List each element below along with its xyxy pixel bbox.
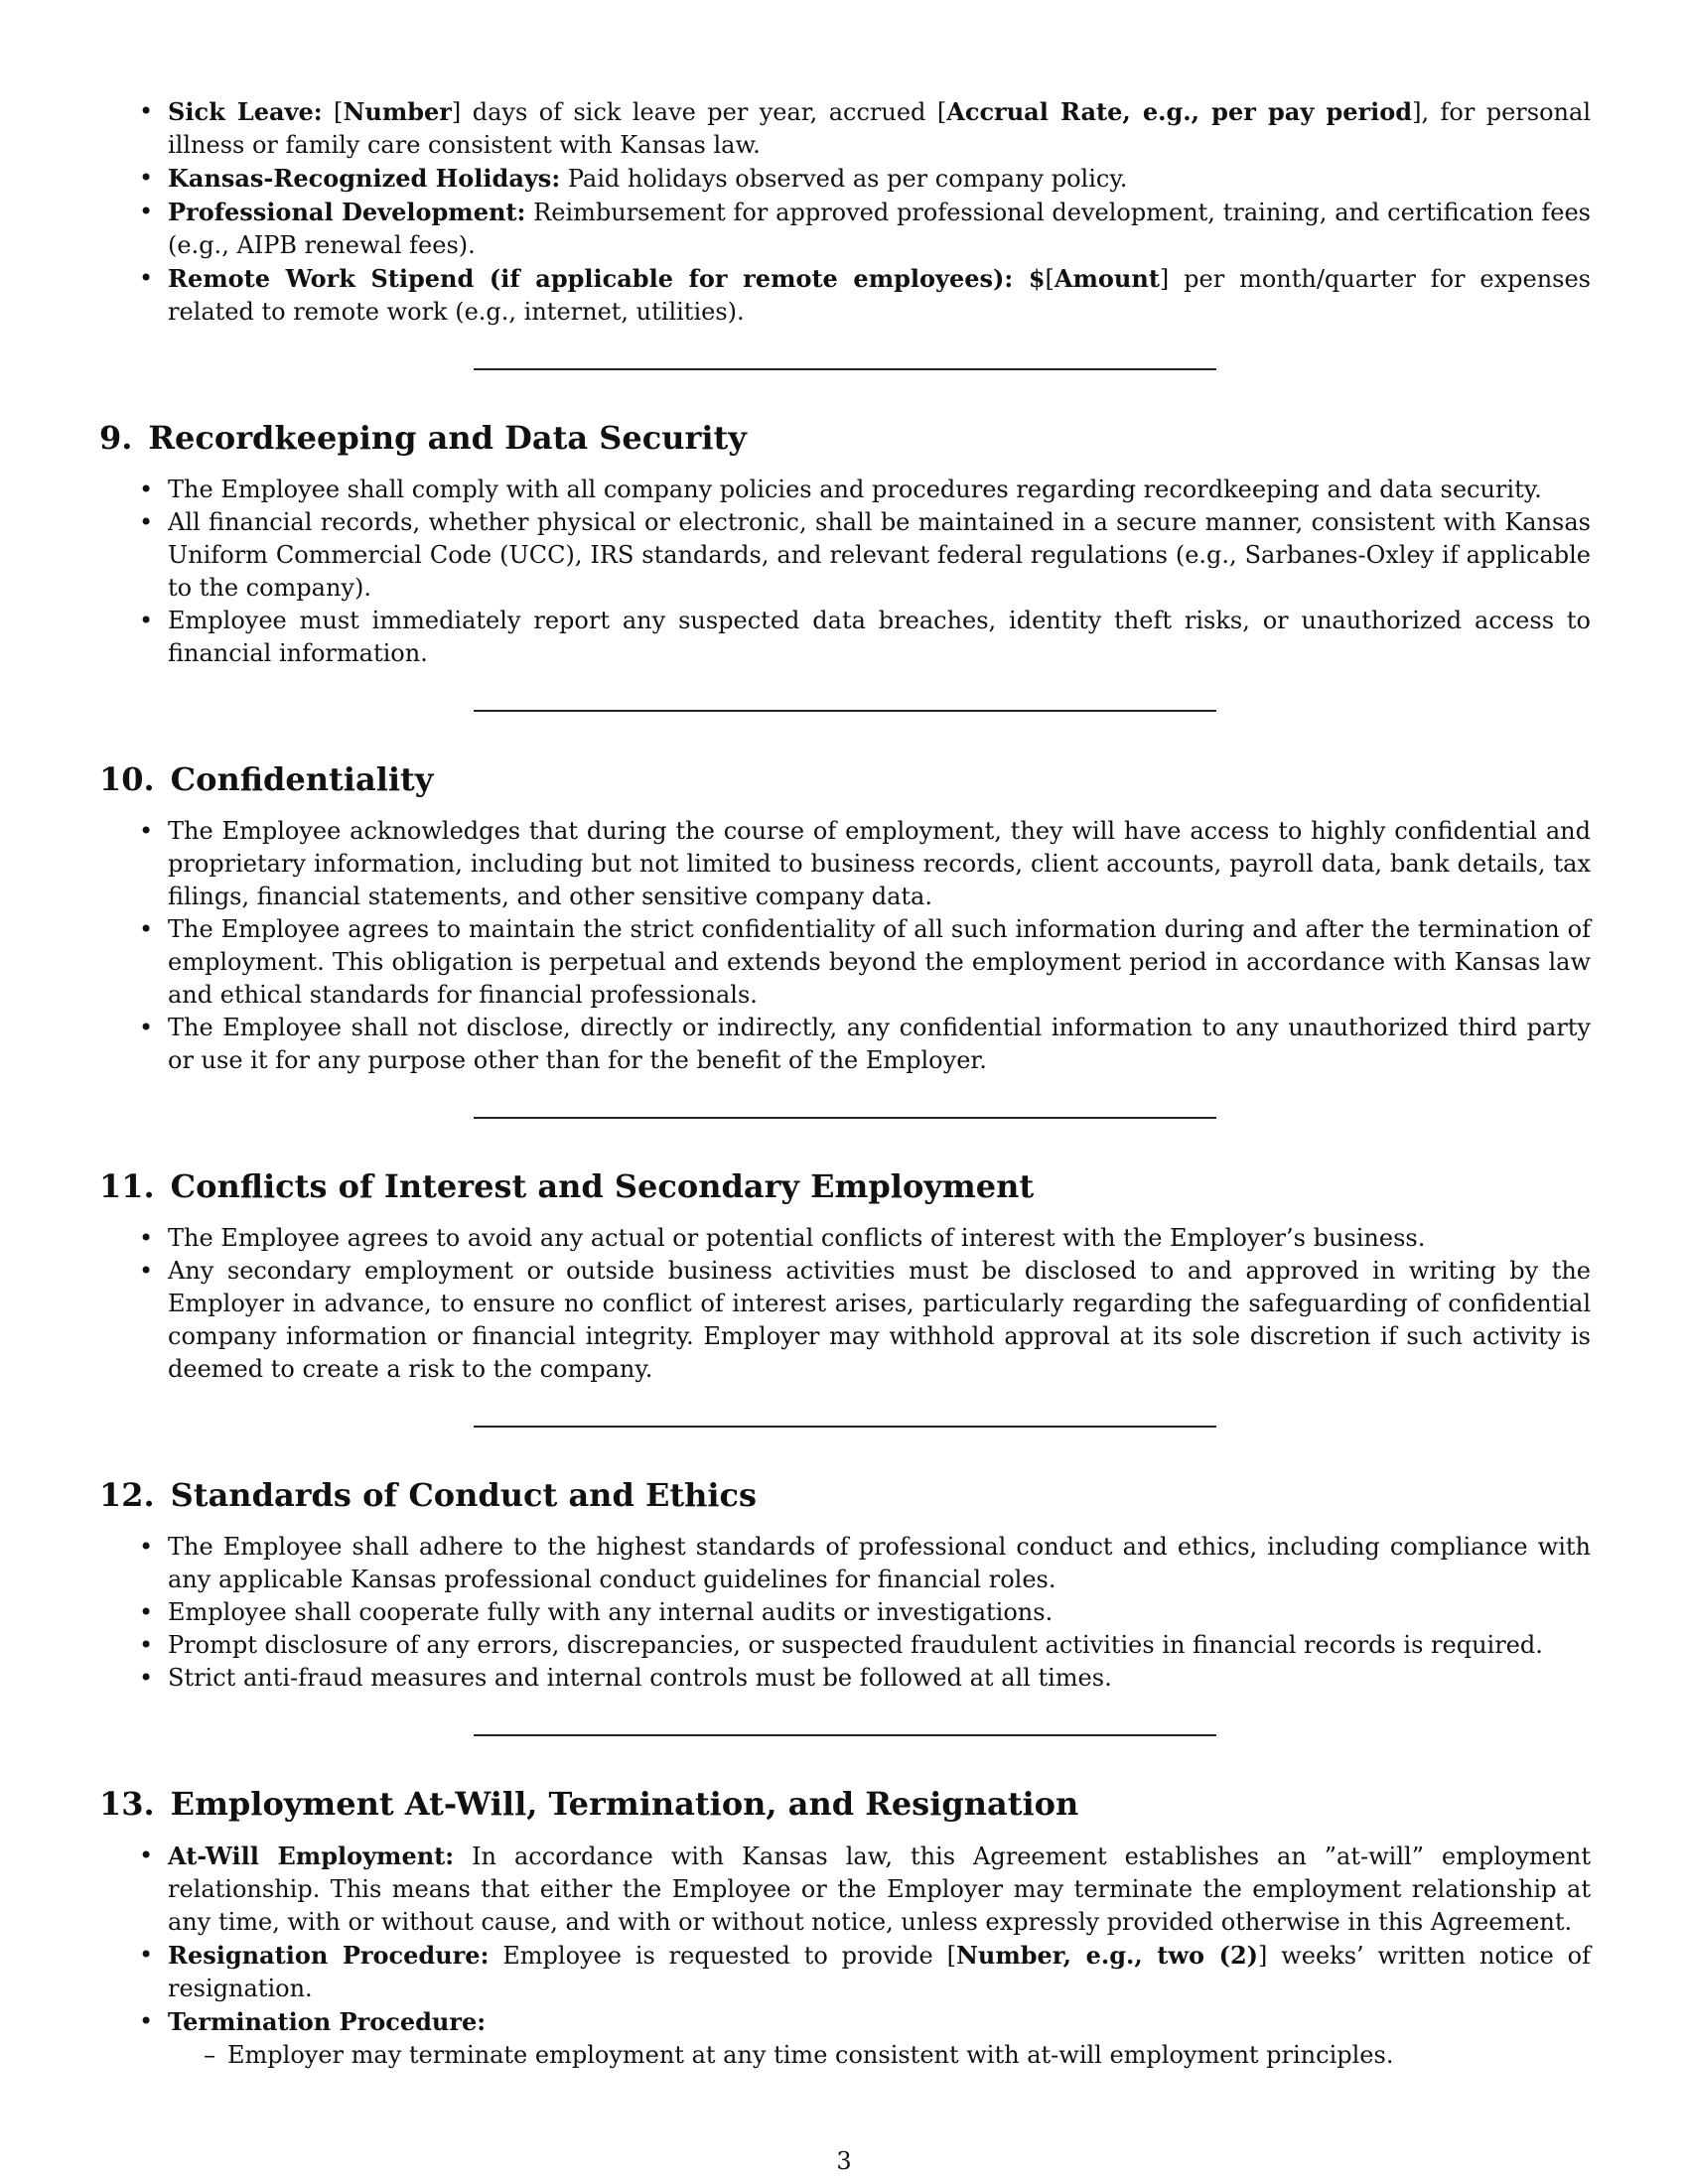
item-text: ] per month/quarter for expenses related to remote work (e.g., internet, utilities).	[168, 265, 1591, 326]
list-item	[99, 1840, 1591, 1939]
sections-container	[99, 418, 1591, 1736]
page-content	[99, 95, 1591, 2072]
section-list	[99, 474, 1591, 670]
page-number: 3	[836, 2147, 852, 2175]
list-item: • Prompt disclosure of any errors, discrepancies, or suspected fraudulent activities in financial records is required.	[99, 1629, 1591, 1662]
section-number: 13.	[99, 1785, 155, 1823]
item-text: ] days of sick leave per year, accrued [	[451, 98, 947, 126]
item-text: [	[1045, 265, 1055, 293]
item-label: At-Will Employment:	[168, 1842, 455, 1870]
list-item: • The Employee agrees to avoid any actual or potential conflicts of interest with the Employer’s business.	[99, 1222, 1591, 1255]
section-13-list	[99, 1840, 1591, 2072]
item-text: In accordance with Kansas law, this Agreement establishes an ”at-will” employment relationship. This means that either the Employee or the Employer may terminate the employment relationship at any time, with or without cause, and with or without notice, unless expressly provided otherwise in this Agreement.	[168, 1843, 1591, 1936]
section-number: 11.	[99, 1167, 155, 1205]
list-item: • Any secondary employment or outside business activities must be disclosed to and approved in writing by the Employer in advance, to ensure no conflict of interest arises, particularly regarding the safeguarding of confidential company information or financial integrity. Employer may withhold approval at its sole discretion if such activity is deemed to create a risk to the company.	[99, 1255, 1591, 1386]
placeholder-field: Number, e.g., two (2)	[955, 1941, 1259, 1970]
item-label: Resignation Procedure:	[168, 1941, 490, 1970]
section-title: Conflicts of Interest and Secondary Employment	[170, 1167, 1035, 1205]
section-number: 9.	[99, 419, 133, 457]
section-divider	[474, 1426, 1216, 1428]
list-item	[99, 262, 1591, 329]
item-text: Employee is requested to provide [	[489, 1942, 956, 1970]
list-item: • The Employee shall comply with all company policies and procedures regarding recordkeeping and data security.	[99, 474, 1591, 506]
section-heading	[99, 1475, 1591, 1515]
placeholder-field: Number	[343, 97, 452, 126]
list-item	[99, 196, 1591, 262]
list-item	[99, 162, 1591, 196]
section-divider	[474, 710, 1216, 712]
benefits-list	[99, 95, 1591, 329]
section-heading	[99, 1166, 1591, 1206]
section-number: 10.	[99, 760, 155, 798]
item-text: ], for personal illness or family care consistent with Kansas law.	[168, 98, 1591, 159]
list-item: • All financial records, whether physical or electronic, shall be maintained in a secure manner, consistent with Kansas Uniform Commercial Code (UCC), IRS standards, and relevant federal regulations (e.g., Sarbanes-Oxley if applicable to the company).	[99, 506, 1591, 605]
placeholder-field: Accrual Rate, e.g., per pay period	[946, 97, 1413, 126]
item-text: ] weeks’ written notice of resignation.	[168, 1942, 1592, 2002]
item-label: Kansas-Recognized Holidays:	[168, 164, 561, 193]
termination-sublist	[168, 2039, 1591, 2072]
section-title: Employment At-Will, Termination, and Resignation	[170, 1785, 1079, 1823]
list-item: • Strict anti-fraud measures and internal controls must be followed at all times.	[99, 1662, 1591, 1695]
section-title: Standards of Conduct and Ethics	[170, 1476, 758, 1514]
placeholder-field: Amount	[1054, 264, 1160, 293]
sub-list-item: – Employer may terminate employment at any time consistent with at-will employment principles.	[168, 2039, 1591, 2072]
section-heading	[99, 418, 1591, 458]
item-text: [	[322, 98, 344, 126]
section-divider	[474, 368, 1216, 370]
list-item	[99, 1939, 1591, 2005]
list-item: • Employee shall cooperate fully with any internal audits or investigations.	[99, 1596, 1591, 1629]
section-divider	[474, 1734, 1216, 1736]
item-label: Sick Leave:	[168, 97, 323, 126]
section-list	[99, 1222, 1591, 1386]
list-item: • The Employee shall adhere to the highest standards of professional conduct and ethics, including compliance with any applicable Kansas professional conduct guidelines for financial roles.	[99, 1531, 1591, 1596]
list-item	[99, 95, 1591, 162]
section-list	[99, 815, 1591, 1077]
list-item: • Employee must immediately report any suspected data breaches, identity theft risks, or unauthorized access to financial information.	[99, 605, 1591, 670]
section-title: Recordkeeping and Data Security	[148, 419, 747, 457]
section-list	[99, 1531, 1591, 1695]
list-item: • The Employee shall not disclose, directly or indirectly, any confidential information to any unauthorized third party or use it for any purpose other than for the benefit of the Employer.	[99, 1012, 1591, 1077]
section-heading	[99, 1784, 1591, 1824]
item-label: Termination Procedure:	[168, 2007, 487, 2036]
list-item: • The Employee agrees to maintain the strict confidentiality of all such information during and after the termination of employment. This obligation is perpetual and extends beyond the employment period in accordance with Kansas law and ethical standards for financial professionals.	[99, 913, 1591, 1012]
item-label: Remote Work Stipend (if applicable for remote employees): $	[168, 264, 1046, 293]
item-text: Paid holidays observed as per company policy.	[560, 165, 1128, 193]
list-item	[99, 2005, 1591, 2072]
list-item: • The Employee acknowledges that during the course of employment, they will have access to highly confidential and proprietary information, including but not limited to business records, client accounts, payroll data, bank details, tax filings, financial statements, and other sensitive company data.	[99, 815, 1591, 913]
item-label: Professional Development:	[168, 198, 526, 226]
section-heading	[99, 759, 1591, 799]
section-number: 12.	[99, 1476, 155, 1514]
item-text: Reimbursement for approved professional development, training, and certification fees (e.g., AIPB renewal fees).	[168, 199, 1591, 259]
section-title: Confidentiality	[170, 760, 434, 798]
section-divider	[474, 1117, 1216, 1119]
